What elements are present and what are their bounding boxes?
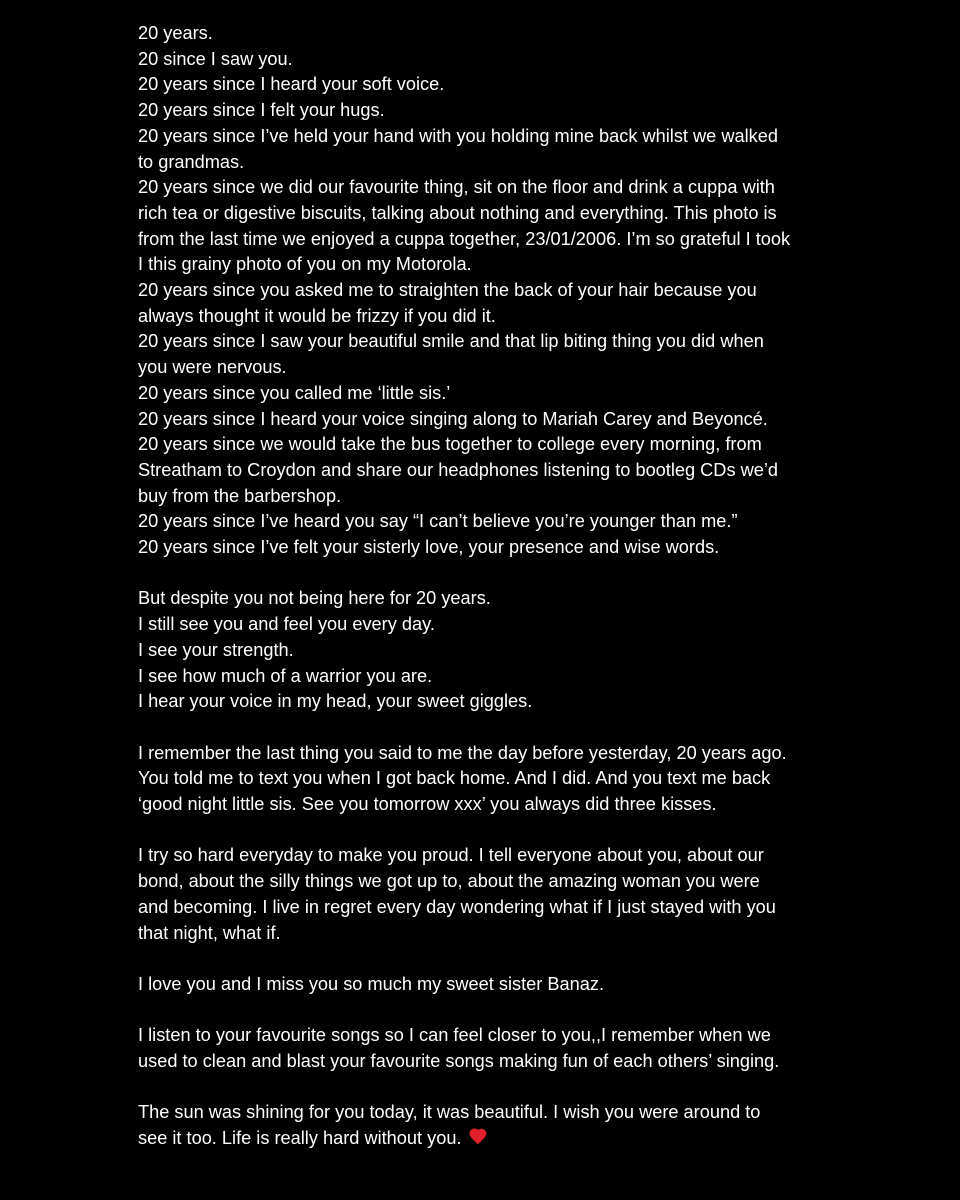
text-line (138, 381, 828, 407)
text-line-content: 20 years since we would take the bus together to college every morning, from (138, 434, 762, 455)
text-line (138, 458, 828, 484)
text-line-content: I love you and I miss you so much my sweet sister Banaz. (138, 973, 604, 994)
text-line (138, 150, 828, 176)
text-line-content: see it too. Life is really hard without you. (138, 1128, 462, 1149)
text-line-content: I hear your voice in my head, your sweet giggles. (138, 691, 533, 712)
text-line (138, 252, 828, 278)
text-line-content: used to clean and blast your favourite songs making fun of each others’ singing. (138, 1051, 780, 1072)
paragraph-break (138, 946, 828, 972)
text-line (138, 1049, 828, 1075)
text-line (138, 21, 828, 47)
text-line-content: I try so hard everyday to make you proud. I tell everyone about you, about our (138, 845, 764, 866)
text-line (138, 432, 828, 458)
paragraph-break (138, 998, 828, 1024)
paragraph-break (138, 818, 828, 844)
text-line (138, 766, 828, 792)
text-line-content: The sun was shining for you today, it was beautiful. I wish you were around to (138, 1102, 761, 1123)
text-line-content: 20 years since I felt your hugs. (138, 100, 385, 121)
text-line (138, 47, 828, 73)
text-line-content: 20 since I saw you. (138, 48, 293, 69)
text-line (138, 72, 828, 98)
text-line (138, 843, 828, 869)
red-heart-icon (469, 1129, 487, 1145)
text-line (138, 227, 828, 253)
text-line (138, 664, 828, 690)
text-line-content: rich tea or digestive biscuits, talking about nothing and everything. This photo is (138, 202, 777, 223)
paragraph-break (138, 561, 828, 587)
text-line-content: But despite you not being here for 20 years. (138, 588, 491, 609)
text-line (138, 638, 828, 664)
memorial-post (138, 21, 828, 1152)
text-line-content: I listen to your favourite songs so I can feel closer to you,,I remember when we (138, 1025, 771, 1046)
paragraph-break (138, 1075, 828, 1101)
text-line (138, 869, 828, 895)
text-line-content: I remember the last thing you said to me the day before yesterday, 20 years ago. (138, 742, 787, 763)
text-line-content: 20 years since we did our favourite thing, sit on the floor and drink a cuppa with (138, 177, 775, 198)
text-line-content: always thought it would be frizzy if you did it. (138, 305, 496, 326)
text-line-content: You told me to text you when I got back home. And I did. And you text me back (138, 768, 771, 789)
text-line (138, 741, 828, 767)
text-line-content: 20 years since I heard your soft voice. (138, 74, 445, 95)
text-line (138, 201, 828, 227)
text-line (138, 509, 828, 535)
text-line-content: from the last time we enjoyed a cuppa together, 23/01/2006. I’m so grateful I took (138, 228, 791, 249)
text-line (138, 612, 828, 638)
text-line (138, 535, 828, 561)
text-line (138, 1100, 828, 1126)
text-line-content: I this grainy photo of you on my Motorola. (138, 254, 472, 275)
text-line-content: 20 years. (138, 23, 213, 43)
text-line (138, 355, 828, 381)
text-line (138, 329, 828, 355)
text-line (138, 689, 828, 715)
text-line-content: 20 years since I saw your beautiful smile and that lip biting thing you did when (138, 331, 764, 352)
text-line-content: that night, what if. (138, 922, 281, 943)
text-line-content: to grandmas. (138, 151, 245, 172)
text-line-content: I see your strength. (138, 639, 294, 660)
text-line-content: I still see you and feel you every day. (138, 614, 435, 635)
paragraph-break (138, 715, 828, 741)
text-line (138, 586, 828, 612)
text-line-content: 20 years since you called me ‘little sis.’ (138, 382, 451, 403)
text-line-content: Streatham to Croydon and share our headphones listening to bootleg CDs we’d (138, 459, 778, 480)
text-line (138, 895, 828, 921)
text-line (138, 407, 828, 433)
text-line (138, 304, 828, 330)
text-line-content: bond, about the silly things we got up to, about the amazing woman you were (138, 871, 760, 892)
text-line (138, 792, 828, 818)
text-line-content: 20 years since I’ve held your hand with you holding mine back whilst we walked (138, 125, 778, 146)
text-line (138, 921, 828, 947)
text-line-content: you were nervous. (138, 357, 287, 378)
text-line-content: 20 years since you asked me to straighten the back of your hair because you (138, 280, 757, 301)
text-line-content: 20 years since I’ve felt your sisterly love, your presence and wise words. (138, 537, 720, 558)
text-line (138, 484, 828, 510)
text-line (138, 1126, 828, 1152)
text-line (138, 278, 828, 304)
text-line-content: buy from the barbershop. (138, 485, 342, 506)
text-line (138, 972, 828, 998)
text-line-content: 20 years since I heard your voice singing along to Mariah Carey and Beyoncé. (138, 408, 768, 429)
text-line-content: and becoming. I live in regret every day wondering what if I just stayed with you (138, 896, 776, 917)
text-line-content: ‘good night little sis. See you tomorrow xxx’ you always did three kisses. (138, 794, 717, 815)
text-line-content: 20 years since I’ve heard you say “I can’t believe you’re younger than me.” (138, 511, 738, 532)
text-line (138, 98, 828, 124)
text-line (138, 1023, 828, 1049)
text-line-content: I see how much of a warrior you are. (138, 665, 433, 686)
text-line (138, 124, 828, 150)
text-line (138, 175, 828, 201)
